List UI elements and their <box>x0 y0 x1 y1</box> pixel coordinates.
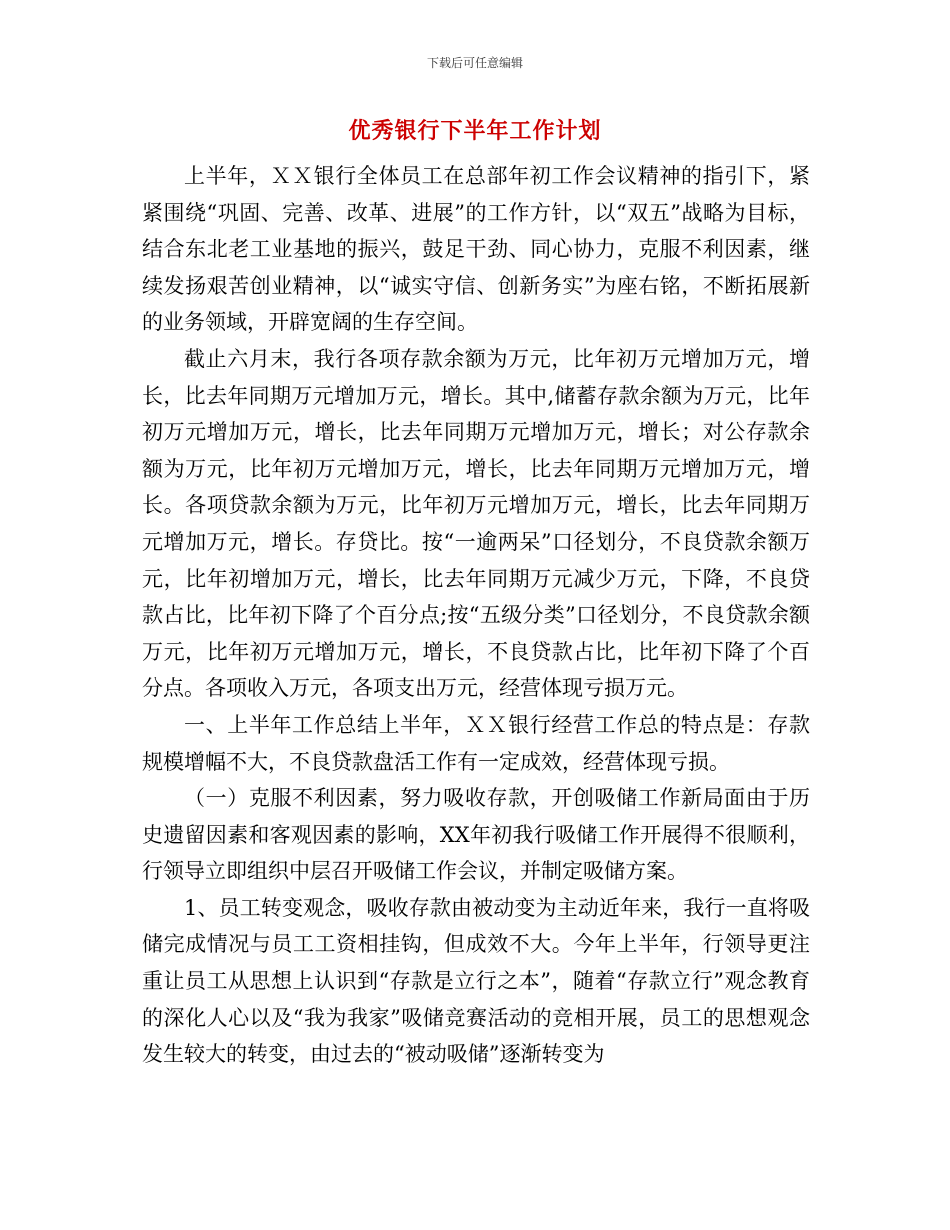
paragraph: 截止六月末，我行各项存款余额为万元，比年初万元增加万元，增长，比去年同期万元增加万元，增长。其中,储蓄存款余额为万元，比年初万元增加万元，增长，比去年同期万元增加万元，增长；对公存款余额为万元，比年初万元增加万元，增长，比去年同期万元增加万元，增长。各项贷款余额为万元，比年初万元增加万元，增长，比去年同期万元增加万元，增长。存贷比。按“一逾两呆”口径划分，不良贷款余额万元，比年初增加万元，增长，比去年同期万元减少万元，下降，不良贷款占比，比年初下降了个百分点;按“五级分类”口径划分，不良贷款余额万元，比年初万元增加万元，增长，不良贷款占比，比年初下降了个百分点。各项收入万元，各项支出万元，经营体现亏损万元。 <box>142 346 810 701</box>
header-note: 下载后可任意编辑 <box>426 56 523 70</box>
document-body <box>142 158 810 1073</box>
paragraph: 上半年，ＸＸ银行全体员工在总部年初工作会议精神的指引下，紧紧围绕“巩固、完善、改革、进展”的工作方针，以“双五”战略为目标，结合东北老工业基地的振兴，鼓足干劲、同心协力，克服不利因素，继续发扬艰苦创业精神，以“诚实守信、创新务实”为座右铭，不断拓展新的业务领域，开辟宽阔的生存空间。 <box>142 164 810 335</box>
document-title: 优秀银行下半年工作计划 <box>348 119 602 144</box>
paragraph: 一、上半年工作总结上半年，ＸＸ银行经营工作总的特点是：存款规模增幅不大，不良贷款盘活工作有一定成效，经营体现亏损。 <box>142 712 810 774</box>
paragraph: （一）克服不利因素，努力吸收存款，开创吸储工作新局面由于历史遗留因素和客观因素的影响，XX年初我行吸储工作开展得不很顺利，行领导立即组织中层召开吸储工作会议，并制定吸储方案。 <box>142 786 810 884</box>
paragraph: 1、员工转变观念，吸收存款由被动变为主动近年来，我行一直将吸储完成情况与员工工资相挂钩，但成效不大。今年上半年，行领导更注重让员工从思想上认识到“存款是立行之本”，随着“存款立行”观念教育的深化人心以及“我为我家”吸储竞赛活动的竞相开展，员工的思想观念发生较大的转变，由过去的“被动吸储”逐渐转变为 <box>142 895 810 1067</box>
